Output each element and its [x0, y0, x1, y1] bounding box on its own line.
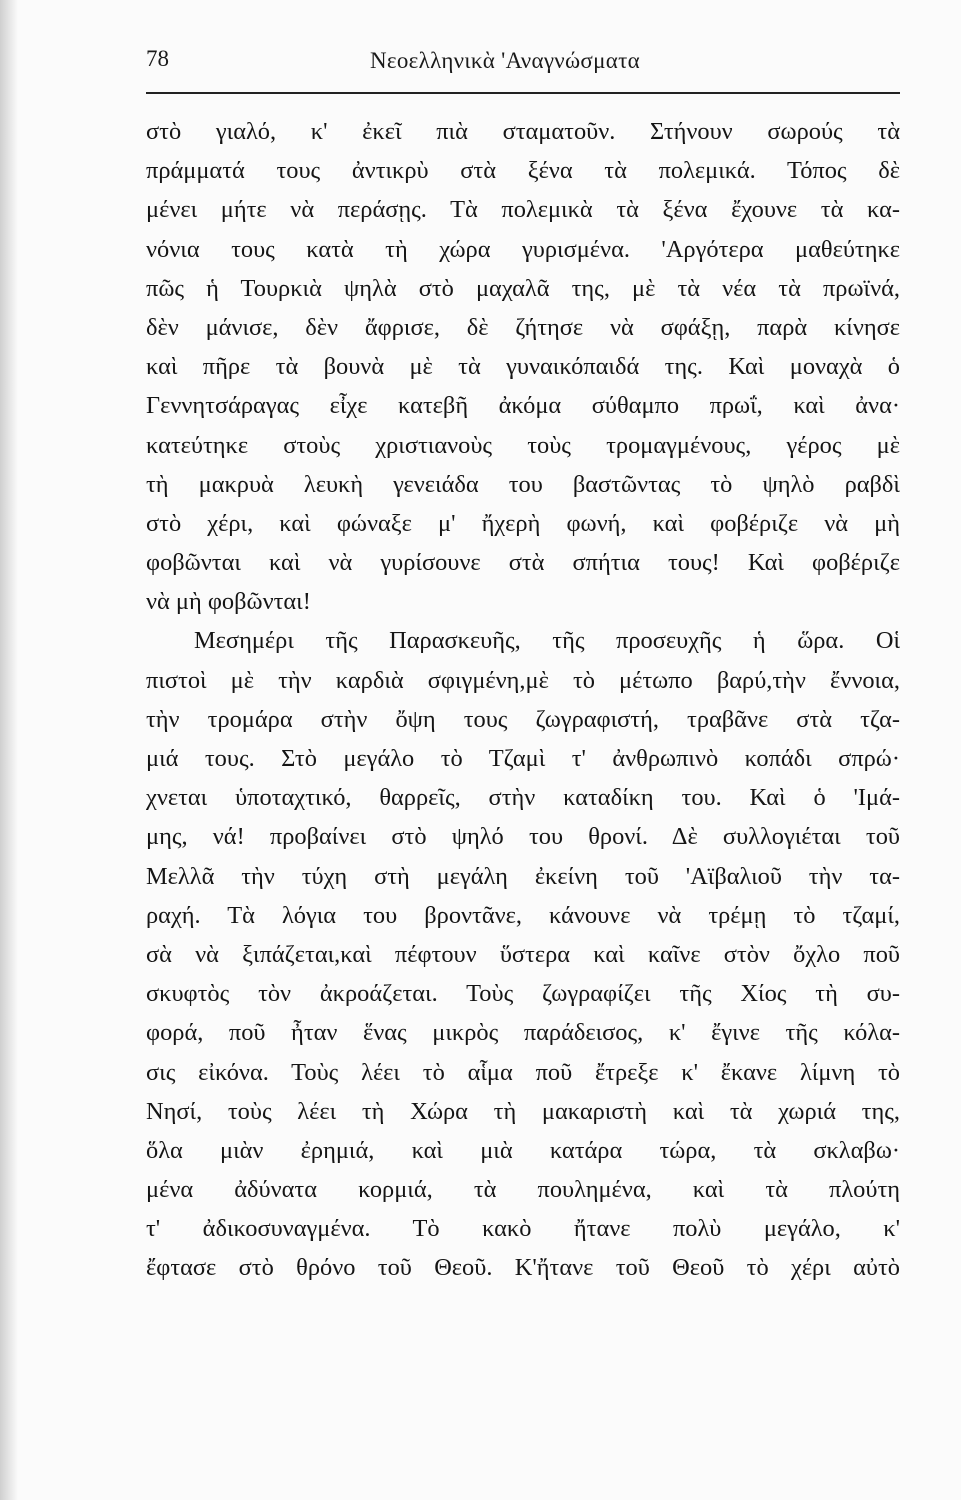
text-line: μιά τους. Στὸ μεγάλο τὸ Τζαμὶ τ' ἀνθρωπινὸ κοπάδι σπρώ· [146, 745, 900, 772]
text-line: ραχή. Τὰ λόγια του βροντᾶνε, κάνουνε νὰ τρέμῃ τὸ τζαμί, [146, 901, 900, 929]
text-line: τ' ἀδικοσυναγμένα. Τὸ κακὸ ἤτανε πολὺ μεγάλο, κ' [146, 1215, 900, 1243]
text-line: φοβῶνται καὶ νὰ γυρίσουνε στὰ σπήτια τους! Καὶ φοβέριζε [146, 549, 900, 577]
text-line: Γεννητσάραγας εἶχε κατεβῆ ἀκόμα σύθαμπο πρωΐ, καὶ ἀνα· [146, 392, 900, 420]
text-line: τὴ μακρυὰ λευκὴ γενειάδα του βαστῶντας τὸ ψηλὸ ραβδὶ [146, 470, 900, 498]
text-line: κατεύτηκε στοὺς χριστιανοὺς τοὺς τρομαγμένους, γέρος μὲ [146, 431, 900, 459]
text-line: Μελλᾶ τὴν τύχη στὴ μεγάλη ἐκείνη τοῦ 'Αϊβαλιοῦ τὴν τα- [146, 862, 900, 890]
text-line: πῶς ἡ Τουρκιὰ ψηλὰ στὸ μαχαλᾶ της, μὲ τὰ νέα τὰ πρωϊνά, [146, 274, 900, 302]
running-title: Νεοελληνικὰ 'Αναγνώσματα [370, 48, 641, 73]
running-head [146, 40, 906, 80]
text-line: μένα ἀδύνατα κορμιά, τὰ πουλημένα, καὶ τὰ πλούτη [146, 1176, 900, 1204]
text-line: σὰ νὰ ξιπάζεται,καὶ πέφτουν ὕστερα καὶ καῖνε στὸν ὄχλο ποῦ [146, 940, 900, 968]
text-line: φορά, ποῦ ἦταν ἕνας μικρὸς παράδεισος, κ' ἔγινε τῆς κόλα- [146, 1019, 900, 1047]
header-rule [146, 92, 900, 94]
text-line: μης, νά! προβαίνει στὸ ψηλό του θρονί. Δὲ συλλογιέται τοῦ [146, 823, 900, 851]
text-line: τὴν τρομάρα στὴν ὄψη τους ζωγραφιστή, τραβᾶνε στὰ τζα- [146, 705, 900, 733]
text-line: νὰ μὴ φοβῶνται! [146, 588, 311, 616]
text-line: νόνια τους κατὰ τὴ χώρα γυρισμένα. 'Αργότερα μαθεύτηκε [146, 235, 900, 263]
text-line: πιστοὶ μὲ τὴν καρδιὰ σφιγμένη,μὲ τὸ μέτωπο βαρύ,τὴν ἔννοια, [146, 666, 900, 694]
text-line: καὶ πῆρε τὰ βουνὰ μὲ τὰ γυναικόπαιδά της. Καὶ μοναχὰ ὁ [146, 353, 900, 381]
text-line: στὸ χέρι, καὶ φώναξε μ' ἤχερὴ φωνή, καὶ φοβέριζε νὰ μὴ [146, 509, 900, 537]
text-line: χνεται ὑποταχτικό, θαρρεῖς, στὴν καταδίκη του. Καὶ ὁ 'Ιμά- [146, 784, 900, 812]
body-text [146, 112, 900, 1288]
paragraph-1 [146, 112, 900, 621]
text-line: μένει μήτε νὰ περάσῃς. Τὰ πολεμικὰ τὰ ξένα ἔχουνε τὰ κα- [146, 196, 900, 224]
text-line: δὲν μάνισε, δὲν ἄφρισε, δὲ ζήτησε νὰ σφάξῃ, παρὰ κίνησε [146, 313, 900, 341]
text-line: στὸ γιαλό, κ' ἐκεῖ πιὰ σταματοῦν. Στήνουν σωρούς τὰ [146, 118, 900, 145]
binding-shadow [0, 0, 18, 1500]
text-line: ἔφτασε στὸ θρόνο τοῦ Θεοῦ. Κ'ἤτανε τοῦ Θεοῦ τὸ χέρι αὐτὸ [146, 1254, 900, 1282]
text-line: σκυφτὸς τὸν ἀκροάζεται. Τοὺς ζωγραφίζει τῆς Χίος τὴ συ- [146, 980, 900, 1008]
paragraph-2 [146, 621, 900, 1287]
text-line: σις εἰκόνα. Τοὺς λέει τὸ αἷμα ποῦ ἔτρεξε κ' ἔκανε λίμνη τὸ [146, 1058, 900, 1086]
page-number: 78 [146, 46, 169, 71]
text-line: Μεσημέρι τῆς Παρασκευῆς, τῆς προσευχῆς ἡ ὥρα. Οἱ [194, 627, 900, 655]
text-line: ὅλα μιὰν ἐρημιά, καὶ μιὰ κατάρα τώρα, τὰ σκλαβω· [146, 1136, 900, 1164]
text-line: πράμματά τους ἀντικρὺ στὰ ξένα τὰ πολεμικά. Τόπος δὲ [146, 157, 900, 185]
text-line: Νησί, τοὺς λέει τὴ Χώρα τὴ μακαριστὴ καὶ τὰ χωριά της, [146, 1097, 900, 1125]
